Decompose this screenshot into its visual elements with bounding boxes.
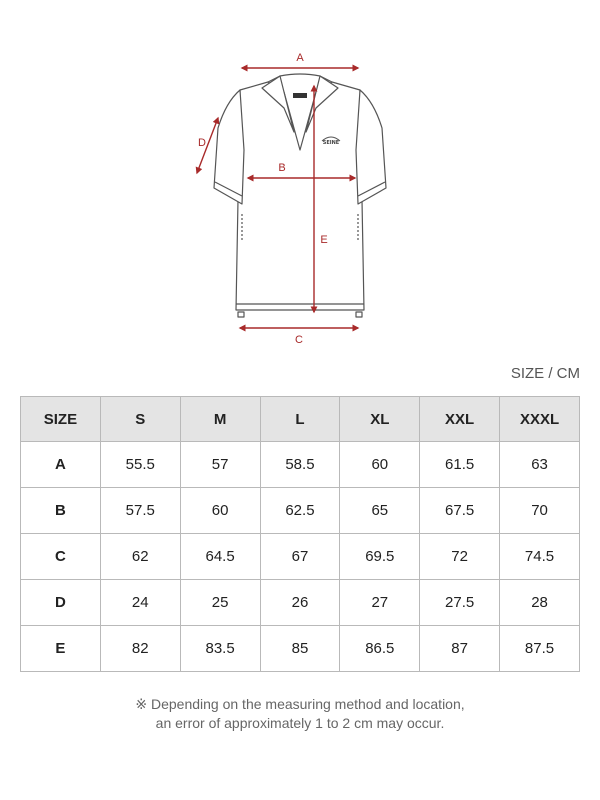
measure-b-label: B [278, 162, 286, 174]
row-label: D [21, 580, 101, 626]
table-row [21, 534, 580, 580]
table-row [21, 626, 580, 672]
table-cell: 65 [340, 488, 420, 534]
table-row [21, 488, 580, 534]
header-cell: S [100, 397, 180, 442]
measurement-disclaimer [0, 695, 600, 733]
table-cell: 86.5 [340, 626, 420, 672]
table-cell: 58.5 [260, 442, 340, 488]
table-cell: 63 [500, 442, 580, 488]
unit-note: SIZE / CM [510, 365, 580, 382]
table-cell: 62 [100, 534, 180, 580]
table-cell: 60 [180, 488, 260, 534]
table-cell: 82 [100, 626, 180, 672]
table-cell: 61.5 [420, 442, 500, 488]
table-cell: 24 [100, 580, 180, 626]
table-cell: 72 [420, 534, 500, 580]
table-cell: 28 [500, 580, 580, 626]
table-cell: 70 [500, 488, 580, 534]
row-label: B [21, 488, 101, 534]
row-label: A [21, 442, 101, 488]
table-cell: 87 [420, 626, 500, 672]
table-cell: 64.5 [180, 534, 260, 580]
table-row [21, 442, 580, 488]
table-cell: 83.5 [180, 626, 260, 672]
measure-d-label: D [198, 137, 206, 149]
table-cell: 57.5 [100, 488, 180, 534]
table-cell: 67 [260, 534, 340, 580]
polo-dress-illustration [214, 74, 386, 317]
header-cell: SIZE [21, 397, 101, 442]
header-cell: XL [340, 397, 420, 442]
table-row [21, 580, 580, 626]
table-cell: 27.5 [420, 580, 500, 626]
table-cell: 55.5 [100, 442, 180, 488]
measure-e-label: E [320, 234, 328, 246]
table-cell: 26 [260, 580, 340, 626]
disclaimer-line: an error of approximately 1 to 2 cm may occur. [155, 715, 445, 731]
table-cell: 87.5 [500, 626, 580, 672]
size-chart-table [20, 396, 580, 672]
header-cell: L [260, 397, 340, 442]
header-cell: M [180, 397, 260, 442]
table-cell: 74.5 [500, 534, 580, 580]
table-cell: 25 [180, 580, 260, 626]
row-label: E [21, 626, 101, 672]
table-cell: 57 [180, 442, 260, 488]
garment-measurement-diagram [0, 0, 600, 360]
disclaimer-line: ※ Depending on the measuring method and location, [135, 696, 465, 712]
table-header-row [21, 397, 580, 442]
chest-logo-text: SEINE [322, 140, 340, 146]
table-cell: 69.5 [340, 534, 420, 580]
measure-c-label: C [295, 334, 303, 346]
measure-a-label: A [296, 52, 304, 64]
table-cell: 85 [260, 626, 340, 672]
table-cell: 60 [340, 442, 420, 488]
table-cell: 67.5 [420, 488, 500, 534]
header-cell: XXXL [500, 397, 580, 442]
header-cell: XXL [420, 397, 500, 442]
row-label: C [21, 534, 101, 580]
table-cell: 27 [340, 580, 420, 626]
table-cell: 62.5 [260, 488, 340, 534]
